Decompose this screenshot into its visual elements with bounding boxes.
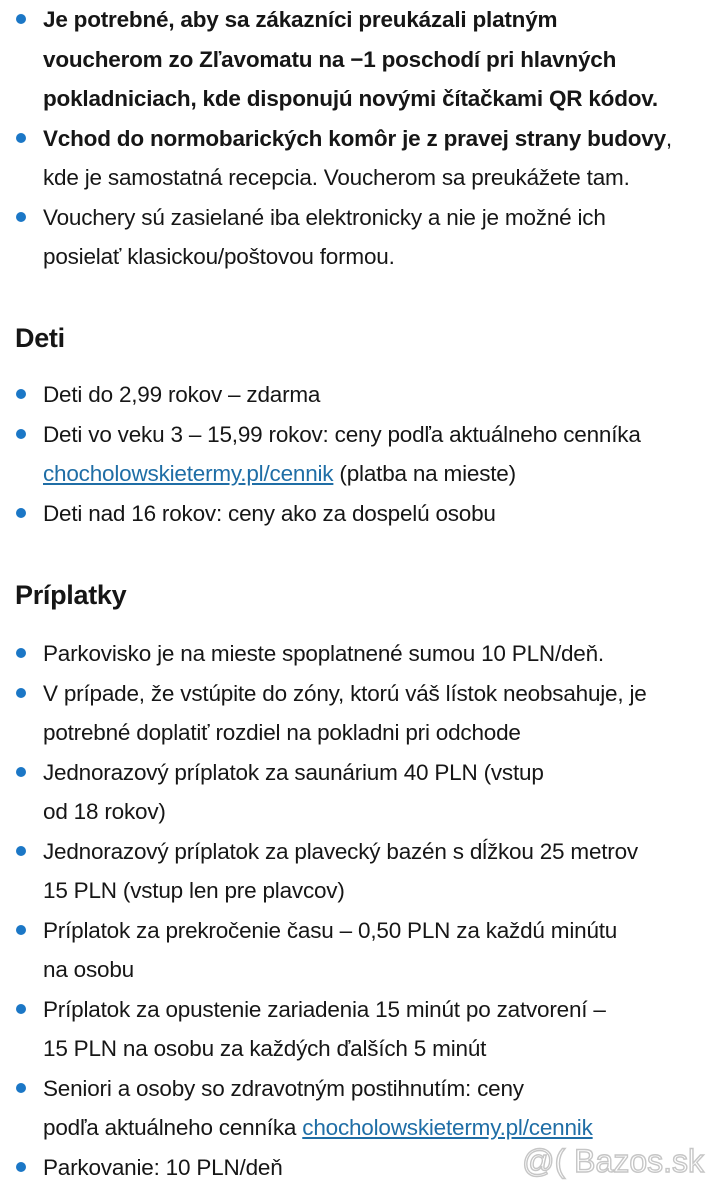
list-item [0, 375, 718, 415]
list-item [0, 1069, 718, 1148]
list-item [0, 990, 718, 1069]
item-text: potrebné doplatiť rozdiel na pokladni pri odchode [43, 720, 521, 745]
list-item [0, 0, 718, 119]
section-title-deti: Deti [15, 323, 65, 353]
item-text: (platba na mieste) [333, 461, 516, 486]
priplatky-list [0, 634, 718, 1187]
item-text: Jednorazový príplatok za saunárium 40 PLN (vstup [43, 759, 544, 785]
item-text: Jednorazový príplatok za plavecký bazén s dĺžkou 25 metrov [43, 838, 638, 864]
bullet-icon [16, 212, 26, 222]
bullet-icon [16, 1083, 26, 1093]
bullet-icon [16, 648, 26, 658]
list-item [0, 832, 718, 911]
item-text: Seniori a osoby so zdravotným postihnutím: ceny [43, 1075, 524, 1101]
list-item [0, 753, 718, 832]
item-text: V prípade, že vstúpite do zóny, ktorú váš lístok neobsahuje, je [43, 680, 647, 706]
item-text: Príplatok za opustenie zariadenia 15 minút po zatvorení – [43, 996, 606, 1022]
item-text: pokladniciach, kde disponujú novými čítačkami QR kódov. [43, 86, 658, 111]
bullet-icon [16, 508, 26, 518]
item-text: na osobu [43, 957, 134, 982]
bazos-watermark: @( Bazos.sk [522, 1143, 704, 1179]
bullet-icon [16, 14, 26, 24]
item-text: od 18 rokov) [43, 799, 166, 824]
item-text: posielať klasickou/poštovou formou. [43, 244, 395, 269]
item-text: podľa aktuálneho cenníka [43, 1115, 303, 1140]
bullet-icon [16, 1004, 26, 1014]
item-text: Deti do 2,99 rokov – zdarma [43, 382, 321, 407]
bullet-icon [16, 389, 26, 399]
bullet-icon [16, 925, 26, 935]
item-text-bold: Vchod do normobarických komôr je z pravej strany budovy [43, 125, 666, 151]
item-text: kde je samostatná recepcia. Voucherom sa preukážete tam. [43, 165, 630, 190]
bullet-icon [16, 133, 26, 143]
item-text: , [665, 125, 672, 151]
list-item [0, 198, 718, 277]
item-text: Parkovanie: 10 PLN/deň [43, 1154, 283, 1180]
item-text: Príplatok za prekročenie času – 0,50 PLN za každú minútu [43, 917, 618, 943]
item-text: Vouchery sú zasielané iba elektronicky a nie je možné ich [43, 204, 606, 230]
bullet-icon [16, 1162, 26, 1172]
bullet-icon [16, 429, 26, 439]
item-text: Je potrebné, aby sa zákazníci preukázali platným [43, 7, 558, 32]
item-text: voucherom zo Zľavomatu na −1 poschodí pri hlavných [43, 46, 617, 72]
cennik-link[interactable]: chocholowskietermy.pl/cennik [43, 461, 334, 486]
list-item [0, 674, 718, 753]
list-item [0, 415, 718, 494]
item-text: Deti nad 16 rokov: ceny ako za dospelú osobu [43, 500, 496, 526]
list-item [0, 494, 718, 534]
item-text: 15 PLN na osobu za každých ďalších 5 minút [43, 1036, 487, 1061]
item-text: Deti vo veku 3 – 15,99 rokov: ceny podľa aktuálneho cenníka [43, 421, 641, 447]
item-text: 15 PLN (vstup len pre plavcov) [43, 878, 345, 903]
bullet-icon [16, 767, 26, 777]
bullet-icon [16, 688, 26, 698]
list-item [0, 911, 718, 990]
list-item [0, 634, 718, 674]
section-title-priplatky: Príplatky [15, 580, 127, 610]
list-item [0, 119, 718, 198]
bullet-icon [16, 846, 26, 856]
cennik-link[interactable]: chocholowskietermy.pl/cennik [302, 1115, 593, 1140]
item-text: Parkovisko je na mieste spoplatnené sumou 10 PLN/deň. [43, 641, 604, 666]
intro-list [0, 0, 718, 277]
deti-list [0, 375, 718, 533]
